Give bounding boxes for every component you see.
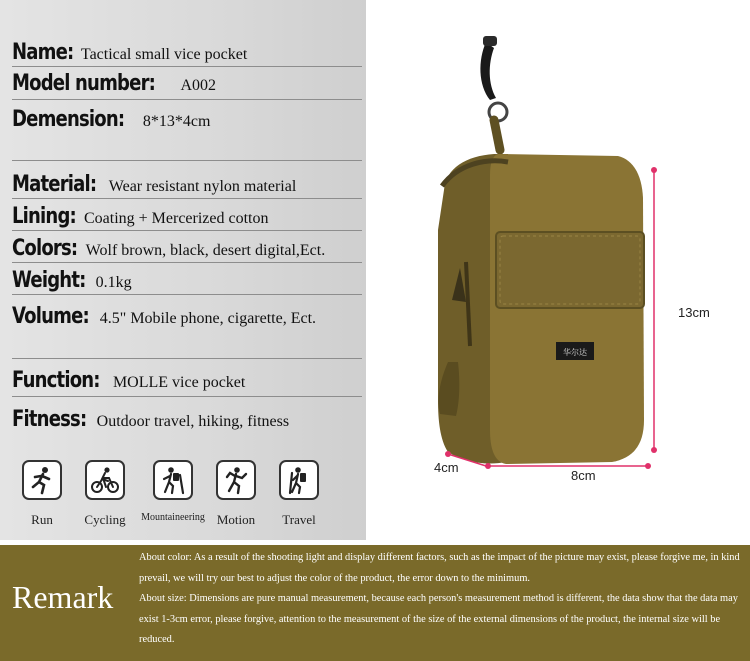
spec-value: 0.1kg (95, 274, 132, 291)
spec-label: Fitness: (12, 407, 87, 432)
spec-row-weight (12, 268, 362, 293)
spec-row-dimension (12, 107, 362, 132)
spec-label: Function: (12, 368, 100, 393)
divider (12, 198, 362, 199)
activity-label: Cycling (84, 512, 126, 527)
spec-value: 4.5" Mobile phone, cigarette, Ect. (99, 310, 317, 327)
divider (12, 294, 362, 295)
pouch-image (366, 0, 750, 540)
carabiner-clip (480, 42, 496, 100)
spec-label: Material: (12, 172, 97, 197)
spec-row-function (12, 368, 362, 393)
remark-band (0, 540, 750, 661)
spec-value: MOLLE vice pocket (112, 374, 246, 391)
patch-label: 华尔达 (563, 348, 587, 357)
width-label: 8cm (571, 468, 596, 483)
spec-row-name (12, 40, 362, 65)
divider (12, 396, 362, 397)
spec-row-volume (12, 304, 362, 329)
remark-color-note: About color: As a result of the shooting light and display different factors, such as the impact of the picture may exist, please forgive me, in kind prevail, we will try our best to adjust the color of the product, the error down to the minimum. (139, 552, 740, 584)
spec-label: Demension: (12, 107, 125, 132)
travel-icon (279, 460, 319, 500)
run-icon (22, 460, 62, 500)
cycling-icon (85, 460, 125, 500)
spec-label: Name: (12, 40, 74, 65)
divider (12, 99, 362, 100)
spec-value: Tactical small vice pocket (80, 46, 248, 63)
mountaineering-icon (153, 460, 193, 500)
depth-label: 4cm (434, 460, 459, 475)
spec-value: Coating + Mercerized cotton (83, 210, 269, 227)
activity-travel (254, 460, 344, 528)
activity-label: Run (31, 512, 53, 527)
spec-label: Weight: (12, 268, 86, 293)
spec-label: Colors: (12, 236, 78, 261)
spec-row-colors (12, 236, 362, 261)
remark-size-note: About size: Dimensions are pure manual measurement, because each person's measurement method is different, the data show that the data may exist 1-3cm error, please forgive, attention to the measurement of the size of the external dimensions of the product, the internal size will be reduced. (139, 593, 738, 645)
spec-value: A002 (180, 77, 217, 94)
activity-label: Mountaineering (141, 512, 205, 523)
divider (12, 230, 362, 231)
spec-value: Wear resistant nylon material (108, 178, 297, 195)
height-label: 13cm (678, 305, 710, 320)
spec-row-fitness (12, 407, 362, 432)
motion-icon (216, 460, 256, 500)
spec-row-model-number (12, 71, 362, 96)
spec-label: Model number: (12, 71, 156, 96)
spec-value: Wolf brown, black, desert digital,Ect. (85, 242, 326, 259)
spec-value: Outdoor travel, hiking, fitness (96, 413, 290, 430)
spec-label: Lining: (12, 204, 76, 229)
spec-row-lining (12, 204, 362, 229)
divider (12, 66, 362, 67)
spec-row-material (12, 172, 362, 197)
activity-label: Motion (216, 512, 256, 527)
divider (12, 160, 362, 161)
spec-label: Volume: (12, 304, 89, 329)
activity-label: Travel (282, 512, 316, 527)
divider (12, 358, 362, 359)
remark-text (139, 548, 745, 651)
divider (12, 262, 362, 263)
spec-panel (0, 0, 366, 540)
product-image-area (366, 0, 750, 540)
spec-value: 8*13*4cm (142, 113, 211, 130)
remark-title: Remark (12, 579, 114, 615)
